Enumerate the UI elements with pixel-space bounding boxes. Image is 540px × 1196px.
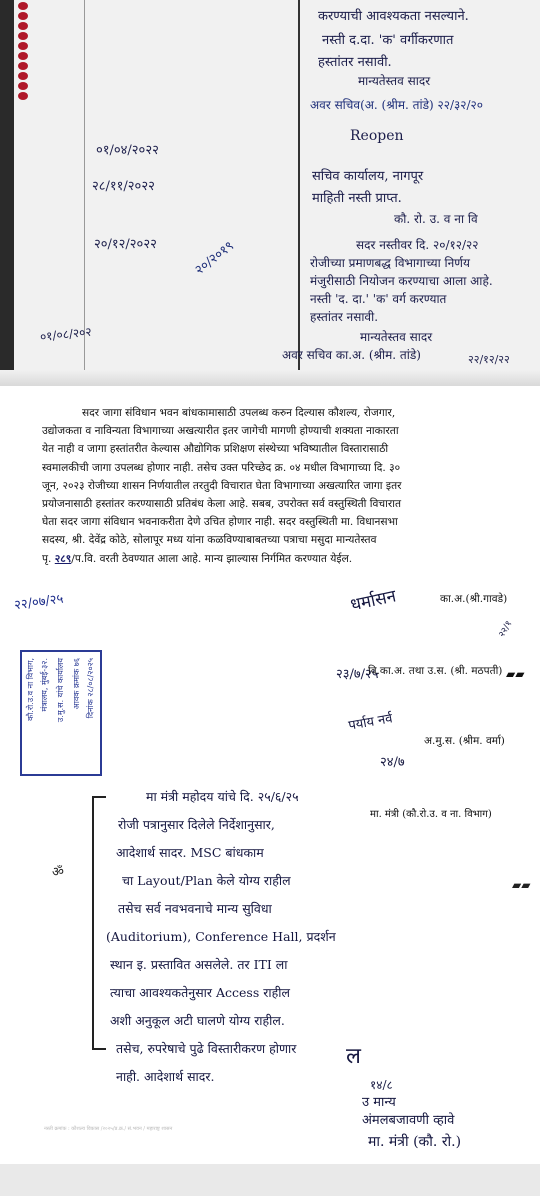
minute-line-3: आदेशार्थ सादर. MSC बांधकाम (116, 845, 264, 860)
printed-paragraph (42, 404, 510, 568)
lower-sign-name: अवर सचिव का.अ. (श्रीम. तांडे) (282, 348, 421, 362)
para-line-1: सदर जागा संविधान भवन बांधकामासाठी उपलब्ध करुन दिल्यास कौशल्य, रोजगार, (82, 407, 396, 419)
note-date-3: २०/१२/२०२२ (94, 237, 157, 252)
para-line-5: जून, २०२३ रोजीच्या शासन निर्णयातील तरतुदी विचारात घेता विभागाच्या अखत्यारित जागा इतर (42, 479, 402, 492)
lower-line-5: हस्तांतर नसावी. (310, 310, 379, 324)
minute-line-8: त्याचा आवश्यकतेनुसार Access राहील (110, 985, 290, 1000)
para-line-4: स्वमालकीची जागा उपलब्ध होणार नाही. तसेच उक्त परिच्छेद क्र. ०४ मधील विभागाच्या दि. ३० (42, 461, 401, 474)
para-line-3: येत नाही व जागा हस्तांतरीत केल्यास औद्योगिक प्रशिक्षण संस्थेच्या भविष्यातील विस्तारासाठी (42, 443, 389, 456)
middle-line-3: कौ. रो. उ. व ना वि (394, 212, 478, 226)
note-date-1: ०१/०४/२०२२ (96, 143, 159, 158)
under-secretary-label: वि.का.अ. तथा उ.स. (श्री. मठपती) (368, 665, 503, 677)
stamp-line-3: उ.मु.स. यांचे कार्यालय (56, 658, 65, 723)
side-note: २२/१ (497, 619, 515, 640)
minute-line-6: (Auditorium), Conference Hall, प्रदर्शन (106, 929, 336, 944)
upper-line-2: नस्ती द.दा. 'क' वर्गीकरणात (322, 33, 454, 48)
binding-thread (18, 0, 30, 120)
ink-mark: ▰▰ (506, 667, 525, 681)
joint-secretary-note: पर्याय नर्व (347, 711, 394, 734)
bottom-bar (0, 1164, 540, 1196)
para-line-6: प्रयोजनासाठी हस्तांतर करण्यासाठी प्रतिबंध केला आहे. सबब, उपरोक्त सर्व वस्तुस्थिती विचारात (42, 498, 401, 511)
joint-secretary-date: २४/७ (380, 755, 405, 770)
lower-line-1: सदर नस्तीवर दि. २०/१२/२२ (356, 238, 479, 252)
para-line-7: घेता सदर जागा संविधान भवनाकरीता देणे उचित होणार नाही. सदर वस्तुस्थिती मा. विधानसभा (42, 516, 398, 529)
minute-line-4: चा Layout/Plan केले योग्य राहील (122, 873, 291, 888)
minute-line-1: मा मंत्री महोदय यांचे दि. २५/६/२५ (146, 789, 299, 804)
stamp-line-5: दिनांक २८/०८/२०२५ (86, 658, 95, 719)
upper-sign-line: अवर सचिव(अ. (श्रीम. तांडे) २२/३२/२० (310, 98, 484, 112)
lower-line-3: मंजुरीसाठी नियोजन करण्याचा आला आहे. (310, 274, 493, 288)
lower-sign-line: मान्यतेस्तव सादर (360, 330, 433, 344)
ink-mark-right: ▰▰ (512, 878, 531, 892)
margin-date: ०१/०८/२०२ (39, 324, 93, 344)
minute-line-2: रोजी पत्रानुसार दिलेले निर्देशानुसार, (118, 817, 275, 832)
diagonal-note: २०/२०१९ (192, 238, 237, 279)
under-secretary-sign-date: २३/७/२५ (336, 667, 379, 682)
lower-sign-date: २२/१२/२२ (468, 353, 510, 366)
para-line-8: सदस्य, श्री. देवेंद्र कोठे, सोलापूर मध्य यांना कळविण्याबाबतच्या पत्राचा मसुदा मान्यतेस्तव (42, 534, 377, 547)
middle-line-2: माहिती नस्ती प्राप्त. (312, 191, 402, 206)
scanned-note-sheet-top (0, 0, 540, 386)
stamp-line-4: आवक क्रमांक ७६ (72, 658, 81, 710)
desk-officer-signature: धर्मासन (348, 586, 398, 616)
approval-line-1: उ मान्य (362, 1095, 396, 1110)
binding-strip (0, 0, 14, 386)
desk-officer-initials: २२/०७/२५ (13, 591, 65, 614)
minute-line-7: स्थान इ. प्रस्तावित असलेले. तर ITI ला (110, 957, 288, 972)
approval-line-3: मा. मंत्री (कौ. रो.) (368, 1134, 462, 1150)
lower-line-4: नस्ती 'द. दा.' 'क' वर्ग करण्यात (310, 292, 447, 306)
minister-label: मा. मंत्री (कौ.रो.उ. व ना. विभाग) (370, 809, 492, 820)
para-line-2: उद्योजकता व नाविन्यता विभागाच्या अखत्यारीत इतर जागेची मागणी होण्याची शक्यता नाकारता (42, 425, 399, 438)
upper-line-4: मान्यतेस्तव सादर (358, 74, 431, 88)
inward-stamp (20, 650, 102, 776)
marker-symbol: ॐ (52, 865, 64, 880)
page-ref-number: २८९ (54, 552, 72, 565)
reopen-note: Reopen (350, 128, 404, 144)
minute-line-5: तसेच सर्व नवभवनाचे मान्य सुविधा (118, 901, 272, 916)
approval-date: १४/८ (370, 1078, 393, 1092)
minute-line-9: अशी अनुकूल अटी घालणे योग्य राहील. (110, 1013, 285, 1028)
approval-line-2: अंमलबजावणी व्हावे (362, 1113, 455, 1128)
middle-line-1: सचिव कार्यालय, नागपूर (312, 169, 424, 184)
para-line-9 (42, 550, 510, 568)
upper-line-3: हस्तांतर नसावी. (318, 55, 392, 70)
page-ref-prefix: पृ. (42, 552, 55, 565)
page-fold-shadow (0, 370, 540, 386)
approval-initial: ल (346, 1044, 361, 1069)
stamp-line-1: कौ.रो.उ.व ना विभाग, (26, 658, 35, 721)
minute-line-11: नाही. आदेशार्थ सादर. (116, 1069, 215, 1084)
stamp-line-2: मंत्रालय, मुंबई-३२. (40, 658, 49, 712)
lower-line-2: रोजीच्या प्रमाणबद्ध विभागाच्या निर्णय (310, 256, 470, 270)
note-date-2: २८/११/२०२२ (92, 179, 155, 194)
upper-line-1: करण्याची आवश्यकता नसल्याने. (318, 9, 469, 24)
column-divider (298, 0, 300, 386)
page-ref-suffix: /प.वि. वरती ठेवण्यात आला आहे. मान्य झाल्यास निर्गमित करण्यात येईल. (71, 552, 353, 565)
footer-print-line: नस्ती क्रमांक : कौशल्य विकास /२०२५/प्र.क्र./ सं.भवन / महाराष्ट्र शासन (44, 1126, 173, 1132)
desk-officer-label: का.अ.(श्री.गावडे) (440, 593, 508, 605)
minute-line-10: तसेच, रुपरेषाचे पुढे विस्तारीकरण होणार (116, 1041, 297, 1056)
minute-bracket (92, 796, 106, 1050)
joint-secretary-label: अ.मु.स. (श्रीम. वर्मा) (424, 735, 505, 747)
